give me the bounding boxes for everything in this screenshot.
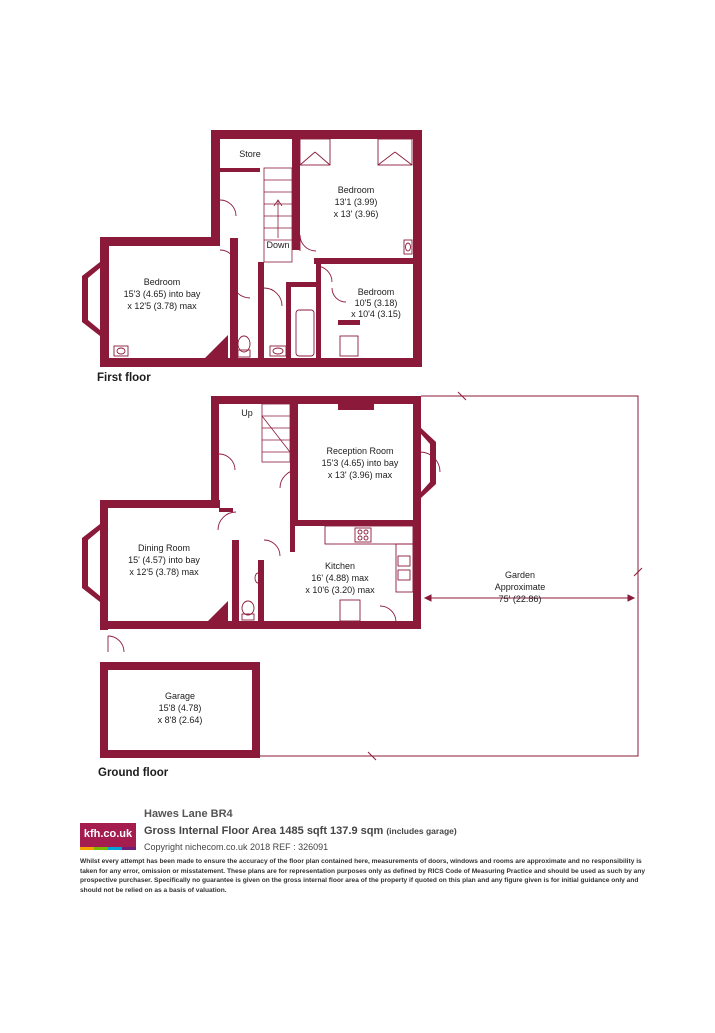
garden-approx: Approximate — [494, 582, 546, 592]
garage-dim2: x 8'8 (2.64) — [157, 715, 203, 725]
kfh-logo — [80, 823, 136, 850]
reception-room-dim2: x 13' (3.96) max — [327, 470, 393, 480]
reception-room-dim1: 15'3 (4.65) into bay — [321, 458, 399, 468]
garage-dim1: 15'8 (4.78) — [158, 703, 202, 713]
logo-text: kfh.co.uk — [83, 828, 133, 840]
gross-area-note: (includes garage) — [386, 826, 457, 836]
garden-name: Garden — [504, 570, 536, 580]
reception-room-name: Reception Room — [326, 446, 394, 456]
first-bedroom-3-dim1: 10'5 (3.18) — [354, 298, 398, 308]
kitchen-dim2: x 10'6 (3.20) max — [305, 585, 375, 595]
first-bedroom-2-dim2: x 13' (3.96) — [333, 209, 379, 219]
first-floor-plan — [82, 130, 422, 384]
ground-floor-title: Ground floor — [98, 767, 169, 779]
first-bedroom-1-dim1: 15'3 (4.65) into bay — [123, 289, 201, 299]
dining-room-dim1: 15' (4.57) into bay — [128, 555, 200, 565]
property-address: Hawes Lane BR4 — [144, 808, 233, 820]
ground-floor-plan — [82, 392, 642, 779]
first-floor-title: First floor — [97, 372, 151, 384]
store-label: Store — [239, 149, 261, 159]
logo-stripe — [108, 847, 122, 850]
dining-room-name: Dining Room — [137, 543, 191, 553]
kitchen-name: Kitchen — [324, 561, 356, 571]
first-bedroom-1-dim2: x 12'5 (3.78) max — [127, 301, 197, 311]
logo-stripe — [80, 847, 94, 850]
logo-stripe — [122, 847, 136, 850]
gross-area-text: Gross Internal Floor Area 1485 sqft 137.9 sqm — [144, 825, 384, 837]
logo-stripe — [94, 847, 108, 850]
stairs-up-label: Up — [241, 408, 253, 418]
copyright: Copyright nichecom.co.uk 2018 REF : 326091 — [144, 842, 329, 852]
first-bedroom-2-name: Bedroom — [337, 185, 375, 195]
first-bedroom-3-name: Bedroom — [357, 287, 395, 297]
kitchen-dim1: 16' (4.88) max — [311, 573, 369, 583]
garden-dim: 75' (22.86) — [498, 594, 542, 604]
disclaimer: Whilst every attempt has been made to ensure the accuracy of the floor plan contained here, measurements of doors, windows and rooms are approximate and no responsibility is taken for any error, omission or misstatement. These plans are for representation purposes only as defined by RICS Code of Measuring Practice and should be used as such by any prospective purchaser. Specifically no guarantee is given on the gross internal floor area of the property if quoted on this plan and any figure given is for initial guidance only and should not be relied on as a basis of valuation. — [80, 858, 646, 894]
stairs-down-label: Down — [266, 240, 290, 250]
dining-room-dim2: x 12'5 (3.78) max — [129, 567, 199, 577]
first-bedroom-2-dim1: 13'1 (3.99) — [334, 197, 378, 207]
first-bedroom-3-dim2: x 10'4 (3.15) — [351, 309, 401, 319]
first-bedroom-1-name: Bedroom — [143, 277, 181, 287]
garage-name: Garage — [164, 691, 196, 701]
gross-area — [144, 825, 457, 837]
